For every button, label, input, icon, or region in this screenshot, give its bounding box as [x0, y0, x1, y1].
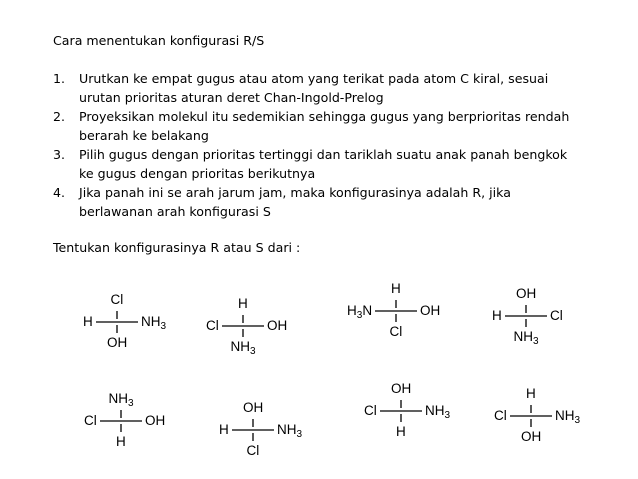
top-substituent: H	[526, 386, 536, 401]
bottom-substituent: OH	[107, 335, 128, 350]
bond-lines	[461, 271, 591, 361]
left-substituent: Cl	[84, 413, 97, 428]
bottom-substituent: OH	[521, 429, 542, 444]
top-substituent: OH	[391, 381, 412, 396]
step-number: 3.	[53, 147, 66, 162]
page-title: Cara menentukan konfigurasi R/S	[53, 33, 265, 48]
step-line: urutan prioritas aturan deret Chan-Ingold-Prelog	[79, 90, 384, 105]
left-substituent: H	[492, 308, 502, 323]
list-item	[53, 107, 569, 145]
bottom-substituent: H	[396, 424, 406, 439]
top-substituent: OH	[516, 286, 537, 301]
bond-lines	[56, 376, 186, 466]
step-line: Jika panah ini se arah jarum jam, maka konfigurasinya adalah R, jika	[79, 185, 511, 200]
right-substituent: $NH_3$	[277, 422, 303, 440]
fischer-projection	[336, 366, 466, 456]
fischer-projection	[188, 385, 318, 475]
bottom-substituent: Cl	[389, 324, 403, 339]
top-substituent: H	[238, 296, 248, 311]
right-substituent: OH	[145, 413, 166, 428]
step-line: Proyeksikan molekul itu sedemikian sehingga gugus yang berprioritas rendah	[79, 109, 570, 124]
fischer-projection	[461, 271, 591, 361]
bottom-substituent: H	[116, 434, 126, 449]
step-line: Urutkan ke empat gugus atau atom yang terikat pada atom C kiral, sesuai	[79, 71, 549, 86]
step-line: Pilih gugus dengan prioritas tertinggi dan tariklah suatu anak panah bengkok	[79, 147, 568, 162]
list-item	[53, 69, 569, 107]
bottom-substituent: Cl	[246, 443, 260, 458]
right-substituent: $NH_3$	[425, 403, 451, 421]
right-substituent: $NH_3$	[555, 408, 581, 426]
fischer-projection	[178, 281, 308, 371]
question-text: Tentukan konfigurasinya R atau S dari :	[53, 240, 301, 255]
right-substituent: Cl	[550, 308, 563, 323]
bond-lines	[178, 281, 308, 371]
right-substituent: OH	[267, 318, 288, 333]
left-substituent: Cl	[206, 318, 219, 333]
steps-list	[53, 69, 569, 221]
list-item	[53, 183, 569, 221]
bottom-substituent: $NH_3$	[513, 329, 539, 347]
step-number: 1.	[53, 71, 66, 86]
right-substituent: $NH_3$	[141, 314, 167, 332]
step-line: berarah ke belakang	[79, 128, 209, 143]
fischer-projection	[466, 371, 596, 461]
left-substituent: $H_3N$	[347, 303, 373, 321]
bottom-substituent: $NH_3$	[230, 339, 256, 357]
list-item	[53, 145, 569, 183]
top-substituent: OH	[243, 400, 264, 415]
fischer-projection	[56, 376, 186, 466]
left-substituent: Cl	[364, 403, 377, 418]
step-number: 4.	[53, 185, 66, 200]
left-substituent: H	[83, 314, 93, 329]
top-substituent: H	[391, 281, 401, 296]
step-number: 2.	[53, 109, 66, 124]
step-line: berlawanan arah konfigurasi S	[79, 204, 271, 219]
left-substituent: H	[219, 422, 229, 437]
step-line: ke gugus dengan prioritas berikutnya	[79, 166, 316, 181]
fischer-projection	[331, 266, 461, 356]
left-substituent: Cl	[494, 408, 507, 423]
top-substituent: $NH_3$	[108, 391, 134, 409]
fischer-projection	[52, 277, 182, 367]
top-substituent: Cl	[110, 292, 124, 307]
right-substituent: OH	[420, 303, 441, 318]
